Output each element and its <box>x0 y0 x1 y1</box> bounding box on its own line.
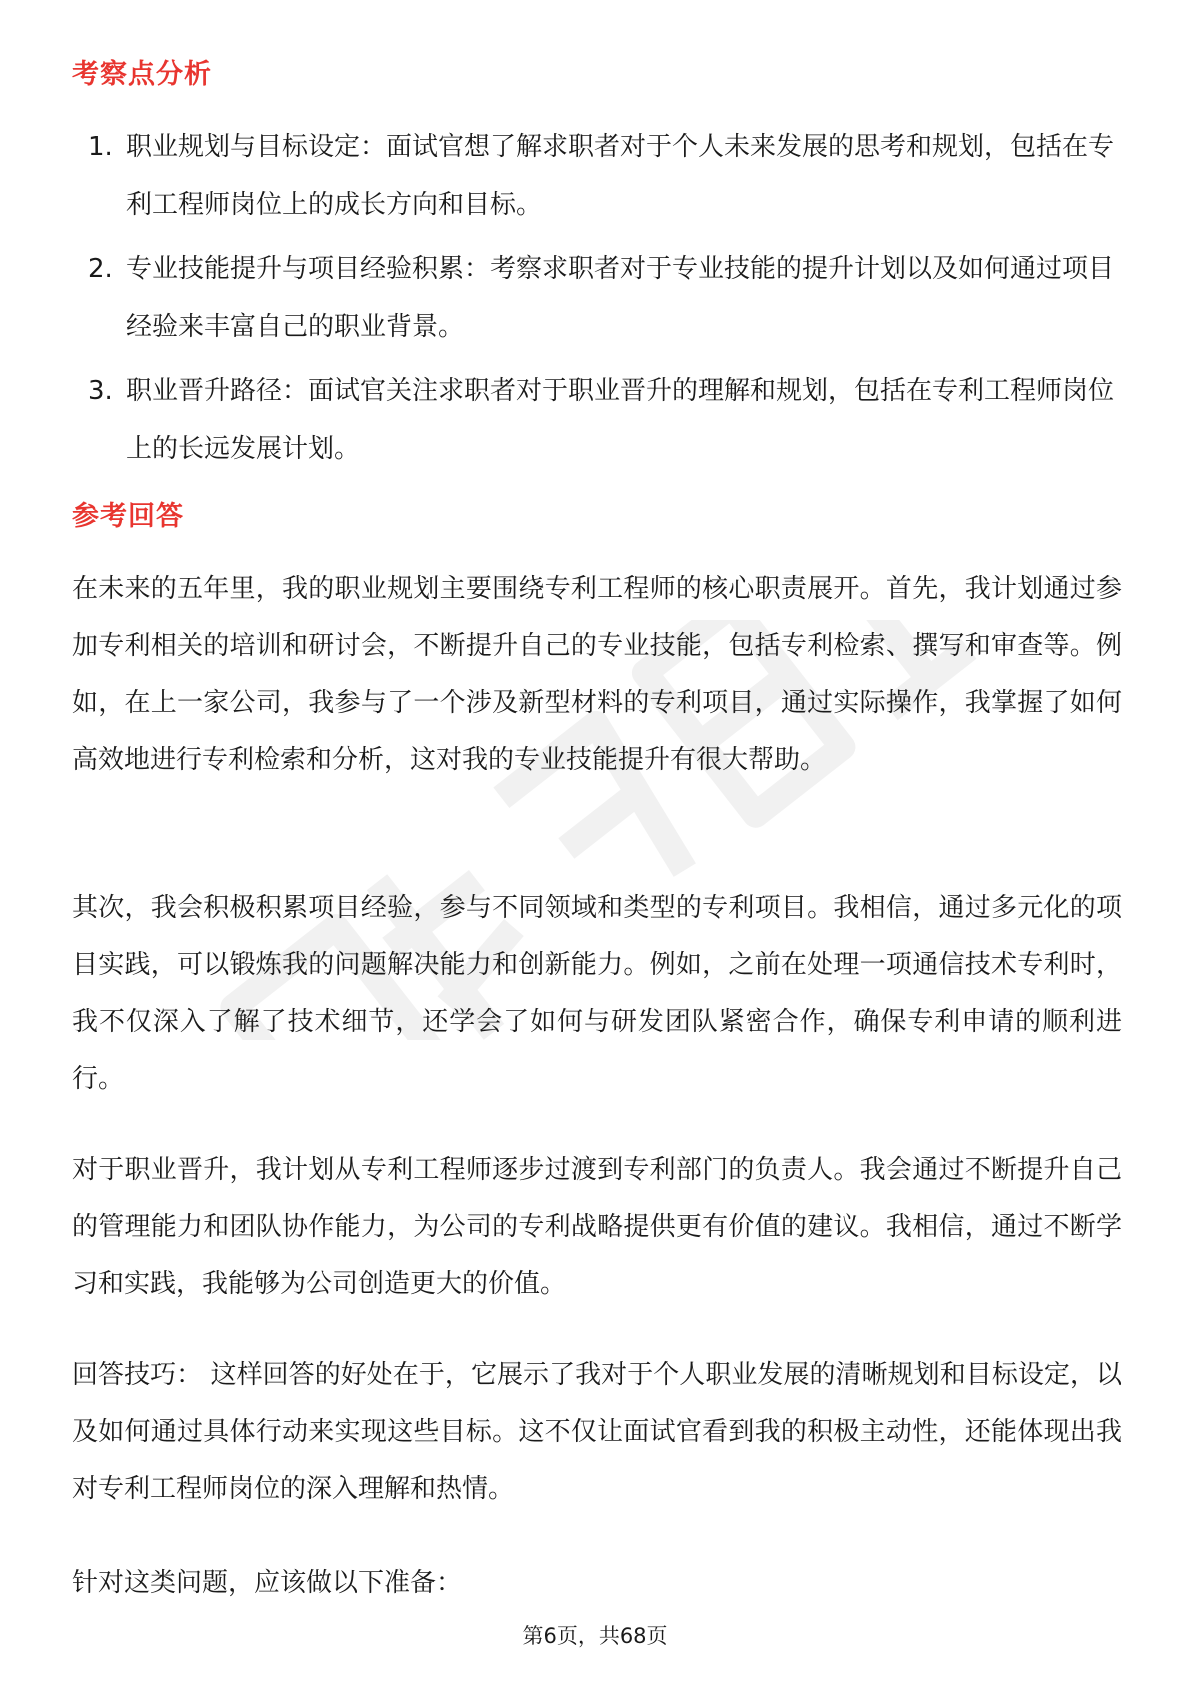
list-item-text: 职业晋升路径：面试官关注求职者对于职业晋升的理解和规划，包括在专利工程师岗位上的长远发展计划。 <box>126 376 1115 464</box>
analysis-heading: 考察点分析 <box>72 59 212 90</box>
list-item <box>72 362 1122 478</box>
list-item-number: 2. <box>88 254 113 284</box>
list-item-text: 职业规划与目标设定：面试官想了解求职者对于个人未来发展的思考和规划，包括在专利工程师岗位上的成长方向和目标。 <box>126 132 1115 220</box>
analysis-points-list <box>72 118 1122 484</box>
list-item <box>72 118 1122 234</box>
preparation-intro: 针对这类问题，应该做以下准备： <box>72 1568 463 1598</box>
answer-heading: 参考回答 <box>72 501 184 532</box>
answer-paragraph: 其次，我会积极积累项目经验，参与不同领域和类型的专利项目。我相信，通过多元化的项目实践，可以锻炼我的问题解决能力和创新能力。例如，之前在处理一项通信技术专利时，我不仅深入了解了技术细节，还学会了如何与研发团队紧密合作，确保专利申请的顺利进行。 <box>72 893 1122 1094</box>
list-item-number: 1. <box>88 132 113 162</box>
answer-paragraph: 在未来的五年里，我的职业规划主要围绕专利工程师的核心职责展开。首先，我计划通过参加专利相关的培训和研讨会，不断提升自己的专业技能，包括专利检索、撰写和审查等。例如，在上一家公司，我参与了一个涉及新型材料的专利项目，通过实际操作，我掌握了如何高效地进行专利检索和分析，这对我的专业技能提升有很大帮助。 <box>72 574 1122 775</box>
answer-tips-paragraph: 回答技巧： 这样回答的好处在于，它展示了我对于个人职业发展的清晰规划和目标设定，以及如何通过具体行动来实现这些目标。这不仅让面试官看到我的积极主动性，还能体现出我对专利工程师岗位的深入理解和热情。 <box>72 1360 1122 1504</box>
list-item-number: 3. <box>88 376 113 406</box>
page-number: 第6页，共68页 <box>522 1624 668 1648</box>
list-item <box>72 240 1122 356</box>
list-item-text: 专业技能提升与项目经验积累：考察求职者对于专业技能的提升计划以及如何通过项目经验来丰富自己的职业背景。 <box>126 254 1115 342</box>
answer-paragraph: 对于职业晋升，我计划从专利工程师逐步过渡到专利部门的负责人。我会通过不断提升自己的管理能力和团队协作能力，为公司的专利战略提供更有价值的建议。我相信，通过不断学习和实践，我能够为公司创造更大的价值。 <box>72 1155 1122 1299</box>
